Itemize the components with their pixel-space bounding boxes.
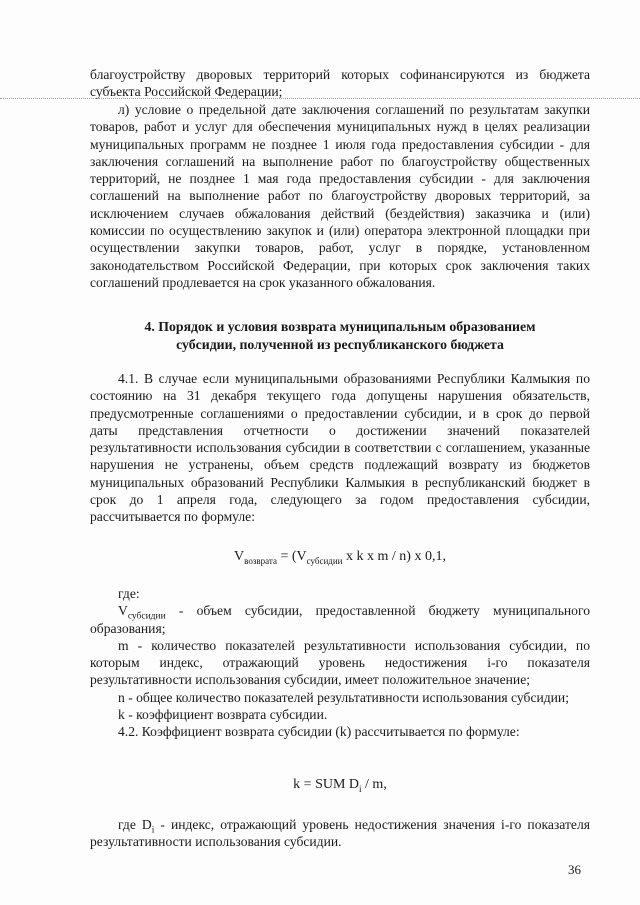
- formula-coefficient: [90, 777, 590, 793]
- formula-lhs-subscript: возврата: [244, 555, 277, 566]
- v-symbol: V: [118, 603, 128, 619]
- paragraph-l: [90, 101, 590, 291]
- formula-rhs: x k x m / n) x 0,1,: [342, 549, 446, 564]
- section-heading: [90, 318, 590, 353]
- definitions-block: [90, 585, 590, 741]
- heading-line-2: субсидии, полученной из республиканского бюджета: [176, 336, 504, 352]
- di-subscript: i: [151, 825, 155, 836]
- definition-n: n - общее количество показателей результативности использования субсидии;: [118, 689, 569, 705]
- page-number: 36: [568, 862, 581, 877]
- paragraph-text: 4.1. В случае если муниципальными образованиями Республики Калмыкия по состоянию на 31 декабря текущего года допущены нарушения обязательств, предусмотренные соглашениями о предоставлении субсидии, и в срок до первой даты представления отчетности о достижении значений показателей результативности использования субсидии в соответствии с соглашением, указанные нарушения не устранены, объем средств подлежащий возврату из бюджетов муниципальных образований Республики Калмыкия в республиканский бюджет в срок до 1 апреля года, следующего за годом предоставления субсидии, рассчитывается по формуле:: [90, 371, 590, 525]
- v-definition: - объем субсидии, предоставленной бюджету муниципального образования;: [90, 603, 590, 636]
- paragraph-text: [90, 816, 590, 851]
- definition-m: m - количество показателей результативности использования субсидии, по которым индекс, отражающий уровень недостижения i-го показателя результативности использования субсидии, имеет положительное значение;: [90, 637, 590, 688]
- paragraph-text: благоустройству дворовых территорий которых софинансируются из бюджета субъекта Российской Федерации;: [90, 67, 590, 100]
- paragraph-continuation: [90, 66, 590, 101]
- di-prefix: где D: [118, 817, 152, 832]
- heading-line-1: 4. Порядок и условия возврата муниципальным образованием: [144, 319, 536, 334]
- definition-v: [90, 602, 590, 637]
- formula-mid-subscript: субсидии: [306, 555, 343, 566]
- definition-k: k - коэффициент возврата субсидии.: [118, 707, 328, 723]
- di-definition: - индекс, отражающий уровень недостижения значения i-го показателя результативности использования субсидии.: [90, 817, 590, 850]
- formula-rhs: / m,: [361, 777, 387, 792]
- paragraph-text: л) условие о предельной дате заключения соглашений по результатам закупки товаров, работ и услуг для обеспечения муниципальных нужд в целях реализации муниципальных программ не позднее 1 июля года предоставления субсидии - для заключения соглашений на выполнение работ по благоустройству общественных территорий, не позднее 1 мая года предоставления субсидии - для заключения соглашений на выполнение работ по благоустройству дворовых территорий, за исключением случаев обжалования действий (бездействия) заказчика и (или) комиссии по осуществлению закупок и (или) оператора электронной площадки при осуществлении закупки товаров, работ, услуг в порядке, установленном законодательством Российской Федерации, при которых срок заключения таких соглашений продлевается на срок указанного обжалования.: [90, 102, 590, 290]
- definition-di: [90, 816, 590, 851]
- formula-lhs: V: [234, 549, 245, 564]
- formula-mid: = (V: [276, 549, 307, 564]
- formula-subscript: i: [359, 783, 362, 794]
- page-break-divider: [0, 98, 640, 99]
- formula-return-amount: [90, 549, 590, 565]
- paragraph-4-2: 4.2. Коэффициент возврата субсидии (k) рассчитывается по формуле:: [118, 724, 520, 740]
- formula-lhs: k = SUM D: [293, 777, 360, 792]
- v-subscript: субсидии: [127, 612, 166, 623]
- paragraph-4-1: [90, 370, 590, 526]
- where-label: где:: [118, 586, 140, 601]
